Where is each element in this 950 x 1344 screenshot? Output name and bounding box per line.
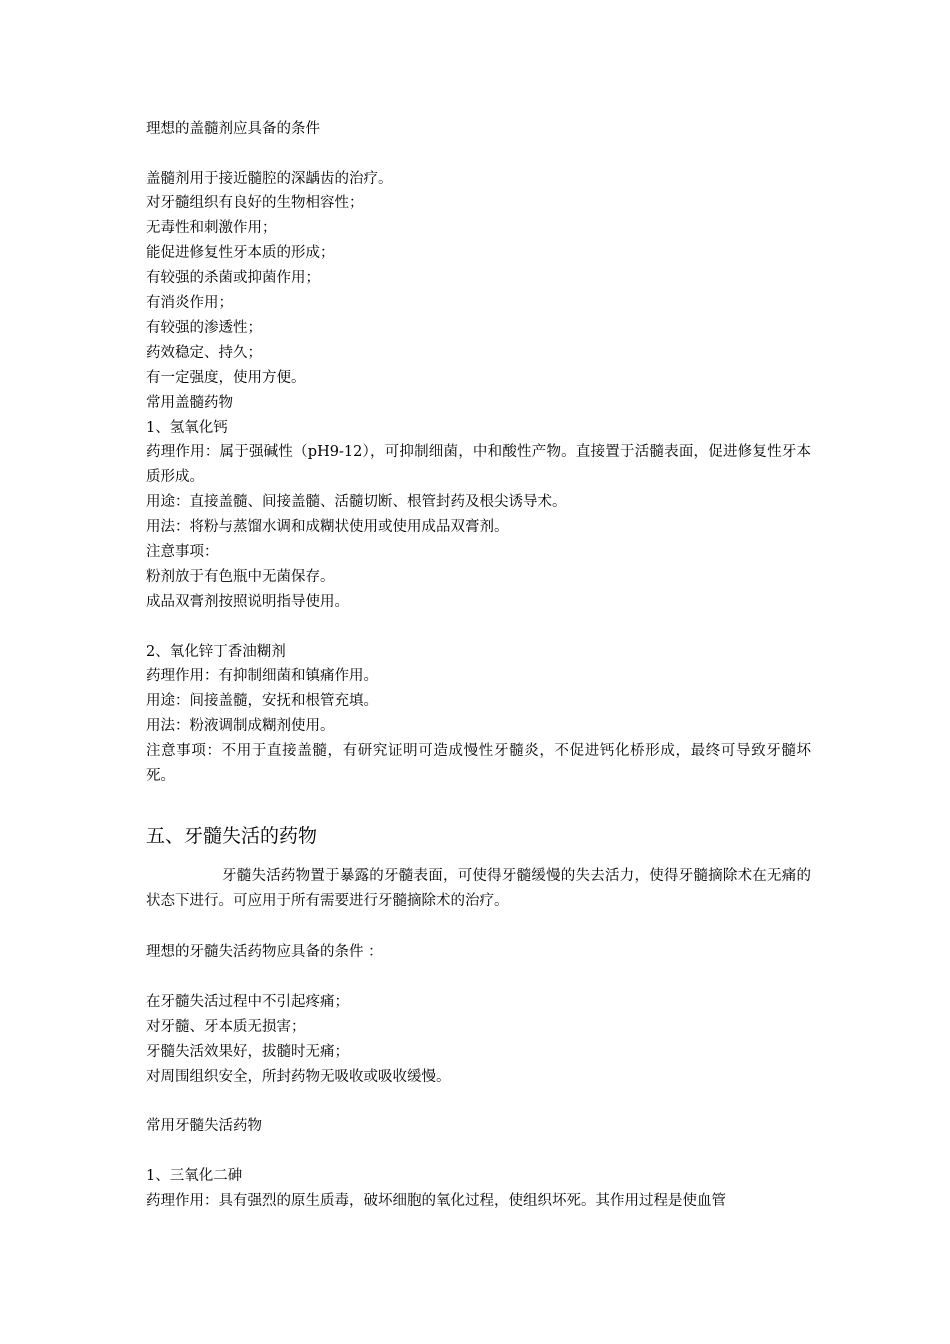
drug-method: 用法：将粉与蒸馏水调和成糊状使用或使用成品双膏剂。 — [146, 519, 509, 535]
drug-notes-title: 注意事项： — [146, 544, 219, 560]
ideal-capping-title: 理想的盖髓剂应具备的条件 — [146, 121, 320, 137]
capping-condition: 有一定强度，使用方便。 — [146, 370, 306, 386]
capping-condition: 能促进修复性牙本质的形成； — [146, 245, 335, 261]
drug-usage: 用途：直接盖髓、间接盖髓、活髓切断、根管封药及根尖诱导术。 — [146, 494, 567, 510]
drug-pharmacology: 药理作用：具有强烈的原生质毒，破坏细胞的氧化过程，使组织坏死。其作用过程是使血管 — [146, 1193, 726, 1209]
common-devitalizer-title: 常用牙髓失活药物 — [146, 1118, 262, 1134]
capping-intro: 盖髓剂用于接近髓腔的深龋齿的治疗。 — [146, 171, 393, 187]
capping-condition: 有消炎作用； — [146, 295, 233, 311]
devitalizer-condition: 在牙髓失活过程中不引起疼痛； — [146, 994, 349, 1010]
drug-name: 1、氢氧化钙 — [146, 420, 228, 436]
capping-condition: 药效稳定、持久； — [146, 345, 262, 361]
capping-condition: 有较强的杀菌或抑菌作用； — [146, 270, 320, 286]
ideal-devitalizer-title: 理想的牙髓失活药物应具备的条件 ： — [146, 944, 383, 960]
capping-condition: 对牙髓组织有良好的生物相容性； — [146, 195, 364, 211]
devitalizer-condition: 对牙髓、牙本质无损害； — [146, 1019, 306, 1035]
drug-name: 2、氧化锌丁香油糊剂 — [146, 644, 286, 660]
capping-condition: 有较强的渗透性； — [146, 320, 262, 336]
drug-method: 用法：粉液调制成糊剂使用。 — [146, 718, 335, 734]
capping-condition: 无毒性和刺激作用； — [146, 220, 277, 236]
devitalizer-condition: 牙髓失活效果好，拔髓时无痛； — [146, 1044, 349, 1060]
common-capping-title: 常用盖髓药物 — [146, 395, 233, 411]
drug-pharmacology: 药理作用：属于强碱性（pH9-12），可抑制细菌，中和酸性产物。直接置于活髓表面，促进修复性牙本质形成。 — [146, 444, 811, 485]
drug-note: 粉剂放于有色瓶中无菌保存。 — [146, 569, 335, 585]
drug-note: 成品双膏剂按照说明指导使用。 — [146, 594, 349, 610]
drug-usage: 用途：间接盖髓，安抚和根管充填。 — [146, 693, 378, 709]
section-heading: 五、牙髓失活的药物 — [146, 825, 318, 847]
drug-pharmacology: 药理作用：有抑制细菌和镇痛作用。 — [146, 668, 378, 684]
devitalization-intro: 牙髓失活药物置于暴露的牙髓表面，可使得牙髓缓慢的失去活力，使得牙髓摘除术在无痛的状态下进行。可应用于所有需要进行牙髓摘除术的治疗。 — [146, 868, 811, 909]
devitalizer-condition: 对周围组织安全，所封药物无吸收或吸收缓慢。 — [146, 1069, 451, 1085]
drug-notes: 注意事项：不用于直接盖髓，有研究证明可造成慢性牙髓炎，不促进钙化桥形成，最终可导致牙髓坏死。 — [146, 743, 811, 784]
drug-name: 1、三氧化二砷 — [146, 1168, 243, 1184]
